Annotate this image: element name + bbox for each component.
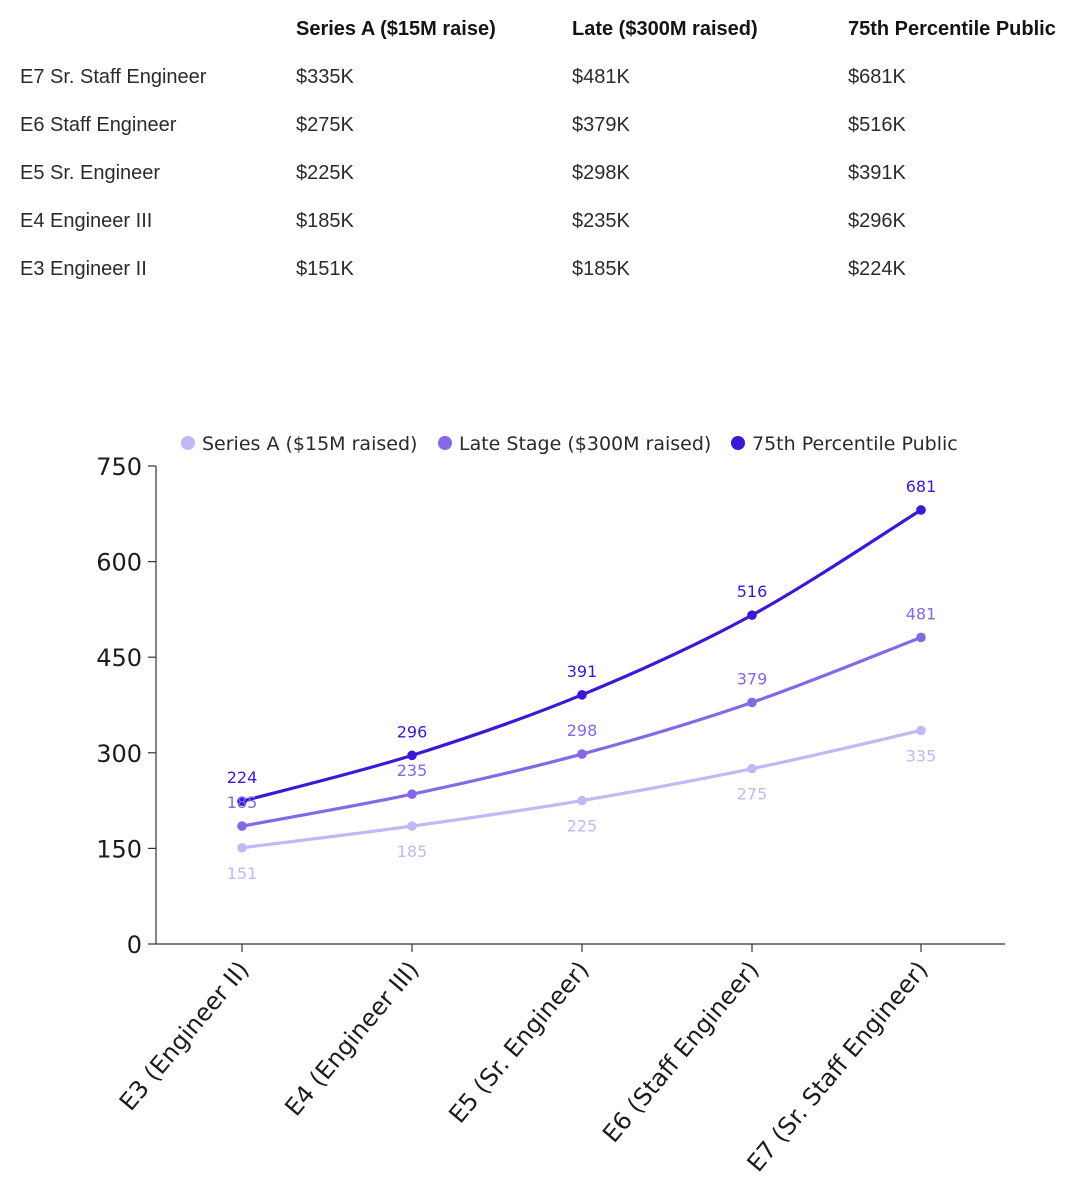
data-point	[916, 726, 926, 736]
data-label: 298	[566, 721, 598, 741]
x-tick-label: E3 (Engineer II)	[113, 955, 255, 1116]
data-label: 481	[905, 604, 937, 624]
data-label: 235	[396, 761, 428, 781]
table-cell: $391K	[848, 162, 906, 184]
table-cell: $379K	[572, 114, 630, 136]
table-cell: $516K	[848, 114, 906, 136]
x-tick-label: E7 (Sr. Staff Engineer)	[741, 955, 934, 1178]
data-point	[407, 789, 417, 799]
data-label: 225	[566, 816, 598, 836]
data-labels	[227, 477, 937, 883]
legend-marker	[181, 436, 195, 450]
data-label: 391	[566, 661, 598, 681]
table-row-label: E7 Sr. Staff Engineer	[20, 66, 207, 88]
table-header: 75th Percentile Public	[848, 18, 1056, 40]
table-row-label: E3 Engineer II	[20, 258, 147, 280]
table-cell: $235K	[572, 210, 630, 232]
data-point	[747, 698, 757, 708]
table-header: Series A ($15M raise)	[296, 18, 496, 40]
table-row-label: E4 Engineer III	[20, 210, 153, 232]
data-label: 185	[396, 842, 428, 862]
data-label: 296	[396, 722, 428, 742]
data-label: 151	[226, 863, 258, 883]
table-cell: $185K	[296, 210, 354, 232]
data-label: 335	[905, 746, 937, 766]
x-axis-categories	[114, 956, 934, 1177]
legend-marker	[731, 436, 745, 450]
table-cell: $335K	[296, 66, 354, 88]
table-cell: $481K	[572, 66, 630, 88]
table-cell: $225K	[296, 162, 354, 184]
data-label: 379	[736, 669, 768, 689]
table-header: Late ($300M raised)	[572, 18, 758, 40]
legend-label: Late Stage ($300M raised)	[459, 433, 712, 455]
data-point	[747, 610, 757, 620]
table-cell: $275K	[296, 114, 354, 136]
legend-marker	[438, 436, 452, 450]
legend-label: Series A ($15M raised)	[202, 433, 418, 455]
y-tick-label: 0	[126, 931, 142, 959]
data-point	[407, 821, 417, 831]
data-point	[577, 749, 587, 759]
data-point	[577, 690, 587, 700]
data-label: 185	[226, 793, 258, 813]
data-point	[916, 505, 926, 515]
table-row-label: E5 Sr. Engineer	[20, 162, 161, 184]
table-row-label: E6 Staff Engineer	[20, 114, 177, 136]
y-tick-label: 750	[96, 453, 142, 481]
y-tick-label: 600	[96, 548, 142, 577]
data-label: 275	[736, 784, 768, 804]
table-cell: $185K	[572, 258, 630, 280]
table-cell: $151K	[296, 258, 354, 280]
table-cell: $298K	[572, 162, 630, 184]
data-point	[916, 633, 926, 643]
data-label: 681	[905, 476, 937, 496]
y-tick-label: 450	[96, 644, 142, 673]
chart-legend	[181, 433, 958, 455]
table-cell: $296K	[848, 210, 906, 232]
x-tick-label: E6 (Staff Engineer)	[597, 955, 765, 1148]
y-tick-label: 300	[96, 739, 142, 768]
data-point	[407, 751, 417, 761]
data-label: 224	[226, 768, 258, 788]
table-cell: $681K	[848, 66, 906, 88]
table-cell: $224K	[848, 258, 906, 280]
x-tick-label: E4 (Engineer III)	[279, 955, 425, 1122]
y-tick-label: 150	[96, 835, 142, 864]
x-tick-label: E5 (Sr. Engineer)	[443, 955, 595, 1129]
data-point	[577, 796, 587, 806]
data-point	[237, 843, 247, 853]
legend-label: 75th Percentile Public	[752, 433, 958, 455]
data-point	[237, 821, 247, 831]
data-point	[747, 764, 757, 774]
data-label: 516	[736, 582, 768, 602]
